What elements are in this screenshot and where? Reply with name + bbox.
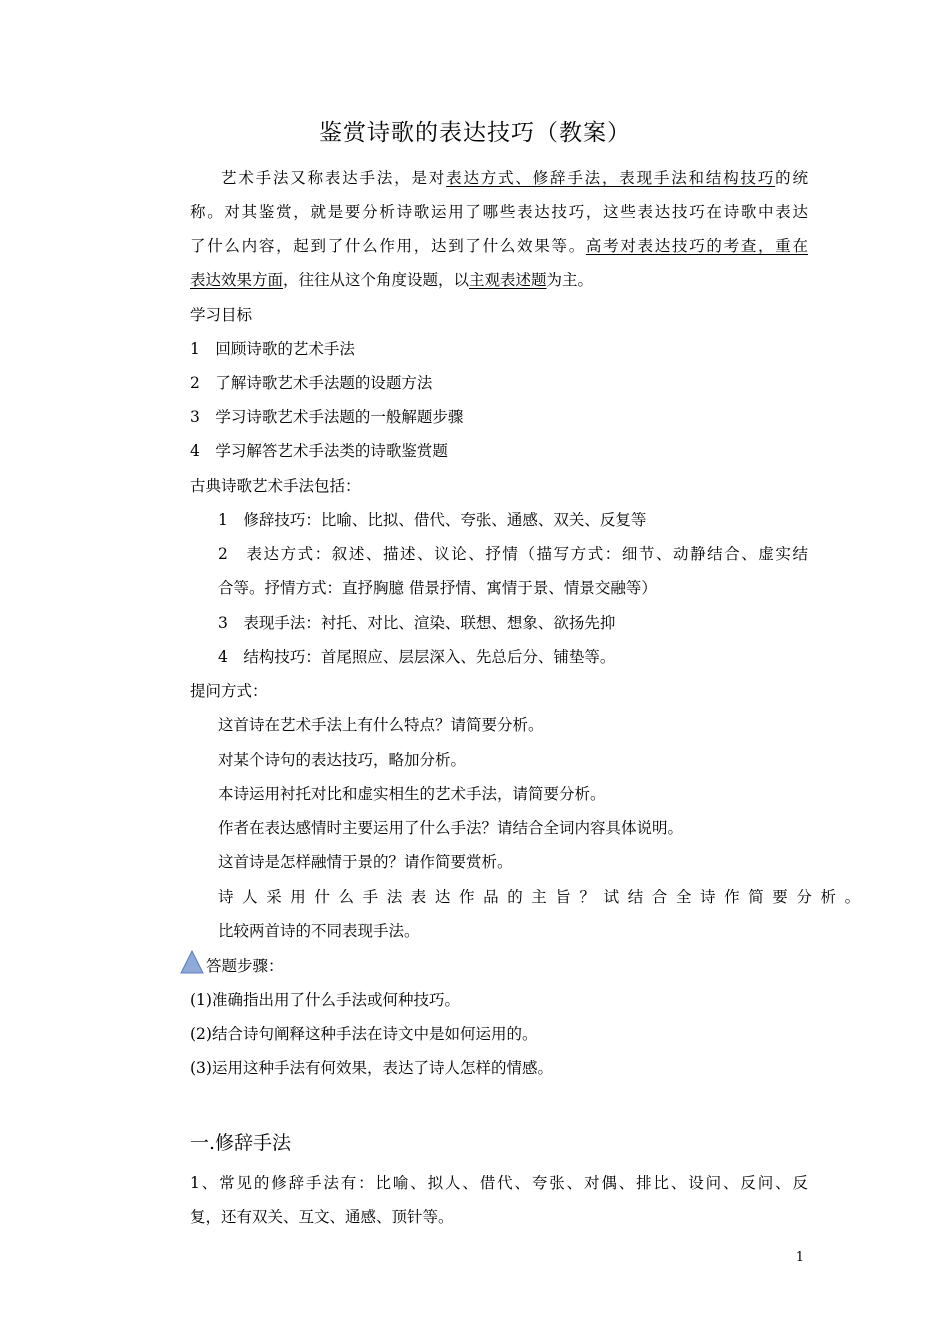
- technique-item: 2 表达方式：叙述、描述、议论、抒情（描写方式：细节、动静结合、虚实结: [218, 545, 808, 563]
- question-item: 诗人采用什么手法表达作品的主旨？试结合全诗作简要分析。: [218, 888, 869, 906]
- intro-text: 为主。: [546, 271, 594, 289]
- intro-line-1: [190, 168, 808, 188]
- intro-underlined: 主观表述题: [469, 271, 547, 289]
- intro-text: ，往往从这个角度设题，以: [283, 271, 470, 289]
- page-title: 鉴赏诗歌的表达技巧（教案）: [319, 120, 631, 146]
- triangle-icon: [180, 950, 204, 974]
- goals-heading: 学习目标: [190, 306, 253, 324]
- section-paragraph-line: 1、常见的修辞手法有：比喻、拟人、借代、夸张、对偶、排比、设问、反问、反: [190, 1174, 808, 1192]
- intro-text: 了什么内容，起到了什么作用，达到了什么效果等。: [190, 237, 586, 255]
- step-item: (2)结合诗句阐释这种手法在诗文中是如何运用的。: [190, 1025, 538, 1043]
- page-number: 1: [795, 1250, 804, 1265]
- intro-underlined: 高考对表达技巧的考查，重在: [585, 237, 808, 255]
- goal-item: 4 学习解答艺术手法类的诗歌鉴赏题: [190, 442, 448, 460]
- question-item: 这首诗在艺术手法上有什么特点？请简要分析。: [218, 716, 544, 734]
- question-item: 作者在表达感情时主要运用了什么手法？请结合全词内容具体说明。: [218, 819, 684, 837]
- steps-heading: 答题步骤：: [206, 957, 284, 975]
- intro-text: 艺术手法又称表达手法，是对: [221, 169, 447, 187]
- technique-item: 3 表现手法：衬托、对比、渲染、联想、想象、欲扬先抑: [218, 614, 616, 632]
- goal-item: 2 了解诗歌艺术手法题的设题方法: [190, 374, 433, 392]
- questions-heading: 提问方式：: [190, 682, 268, 700]
- section-paragraph-line: 复，还有双关、互文、通感、顶针等。: [190, 1208, 454, 1226]
- intro-underlined: 表达方式、修辞手法，表现手法和结构技巧: [446, 169, 776, 187]
- intro-text: 的统: [775, 169, 808, 187]
- step-item: (1)准确指出用了什么手法或何种技巧。: [190, 991, 460, 1009]
- section-heading: 一.修辞手法: [190, 1132, 292, 1154]
- goal-item: 1 回顾诗歌的艺术手法: [190, 340, 355, 358]
- technique-item-cont: 合等。抒情方式：直抒胸臆 借景抒情、寓情于景、情景交融等）: [218, 579, 657, 597]
- question-item: 这首诗是怎样融情于景的？请作简要赏析。: [218, 853, 513, 871]
- intro-line-2: 称。对其鉴赏，就是要分析诗歌运用了哪些表达技巧，这些表达技巧在诗歌中表达: [190, 203, 808, 221]
- intro-line-4: [190, 270, 808, 290]
- intro-line-3: [190, 236, 808, 256]
- step-item: (3)运用这种手法有何效果，表达了诗人怎样的情感。: [190, 1059, 553, 1077]
- goal-item: 3 学习诗歌艺术手法题的一般解题步骤: [190, 408, 464, 426]
- question-item: 本诗运用衬托对比和虚实相生的艺术手法，请简要分析。: [218, 785, 606, 803]
- technique-item: 4 结构技巧：首尾照应、层层深入、先总后分、铺垫等。: [218, 648, 616, 666]
- intro-underlined: 表达效果方面: [190, 271, 284, 289]
- question-item: 对某个诗句的表达技巧，略加分析。: [218, 751, 467, 769]
- technique-item: 1 修辞技巧：比喻、比拟、借代、夸张、通感、双关、反复等: [218, 511, 647, 529]
- question-item: 比较两首诗的不同表现手法。: [218, 922, 420, 940]
- techniques-heading: 古典诗歌艺术手法包括：: [190, 477, 361, 495]
